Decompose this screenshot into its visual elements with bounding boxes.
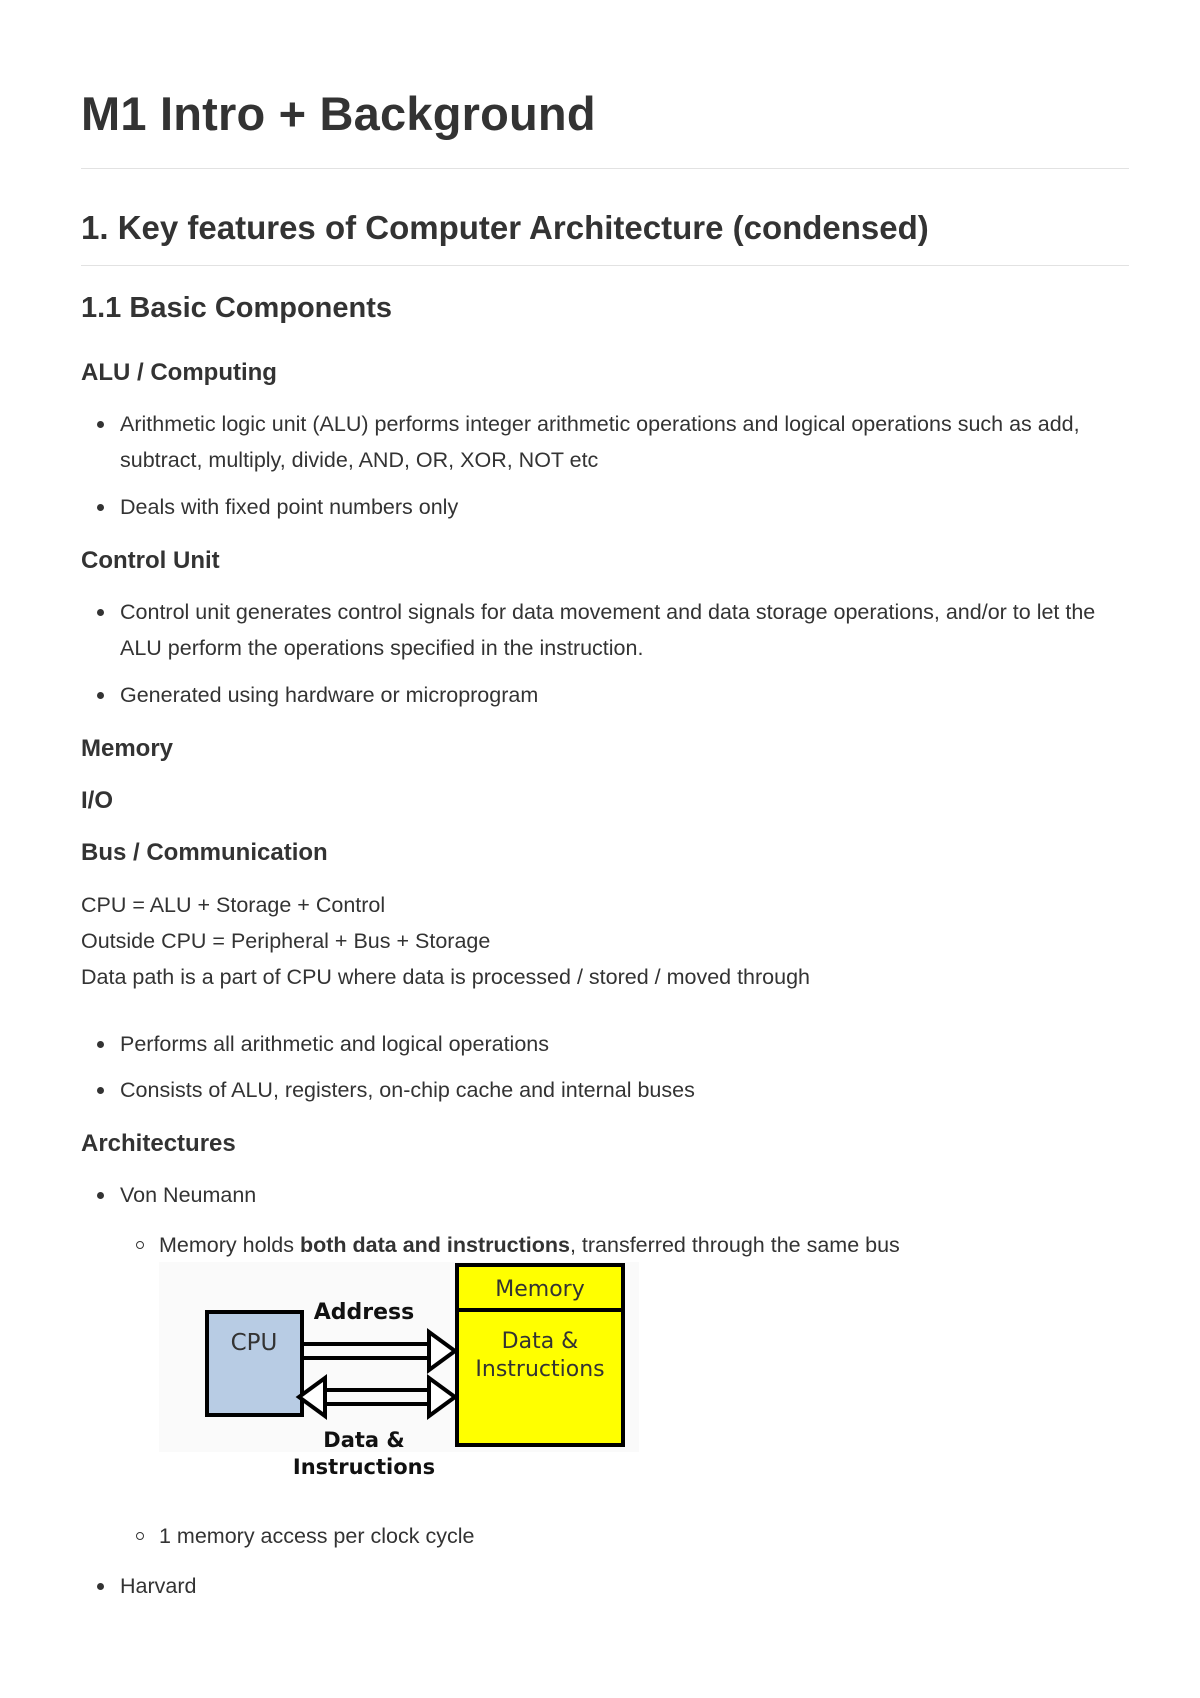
list-item: Deals with fixed point numbers only [120,489,1130,525]
list-item-von-neumann: Von Neumann [120,1177,1130,1213]
cpu-label: CPU [230,1330,278,1356]
heading-bus: Bus / Communication [81,839,328,866]
section-heading-key-features: 1. Key features of Computer Architecture (condensed) [81,209,929,246]
sub-item-bold-text: both data and instructions [300,1233,570,1257]
sub-item-text: , transferred through the same bus [569,1233,900,1257]
sub-list-item-memory-holds [159,1227,900,1263]
bus-label-line1: Data & [323,1428,405,1452]
heading-control-unit: Control Unit [81,547,220,574]
sub-item-text: Memory holds [159,1233,300,1257]
heading-memory: Memory [81,735,174,762]
title-divider [81,168,1129,169]
list-item: Control unit generates control signals for data movement and data storage operations, and/or to let the ALU perform the operations specified in the instruction. [120,594,1130,666]
sub-list-item-memory-access: 1 memory access per clock cycle [159,1518,474,1554]
section-divider [81,265,1129,266]
bus-label-line2: Instructions [292,1455,436,1479]
heading-io: I/O [81,787,114,814]
text-line-cpu: CPU = ALU + Storage + Control [81,893,386,917]
list-item-harvard: Harvard [120,1568,1130,1604]
memory-content-line1: Data & [501,1329,579,1354]
cpu-box [207,1312,302,1415]
list-item: Generated using hardware or microprogram [120,677,1130,713]
list-item: Performs all arithmetic and logical operations [120,1026,1130,1062]
subsection-heading-basic-components: 1.1 Basic Components [81,292,393,324]
memory-label: Memory [495,1277,585,1302]
text-line-outside-cpu: Outside CPU = Peripheral + Bus + Storage [81,929,491,953]
address-label: Address [313,1300,415,1325]
page-title: M1 Intro + Background [81,87,596,140]
von-neumann-diagram [159,1262,679,1482]
heading-alu: ALU / Computing [81,359,277,386]
list-item: Consists of ALU, registers, on-chip cache and internal buses [120,1072,1130,1108]
list-item: Arithmetic logic unit (ALU) performs integer arithmetic operations and logical operations such as add, subtract, multiply, divide, AND, OR, XOR, NOT etc [120,406,1130,478]
text-line-data-path: Data path is a part of CPU where data is processed / stored / moved through [81,965,810,989]
heading-architectures: Architectures [81,1130,236,1157]
memory-content-line2: Instructions [475,1357,605,1382]
